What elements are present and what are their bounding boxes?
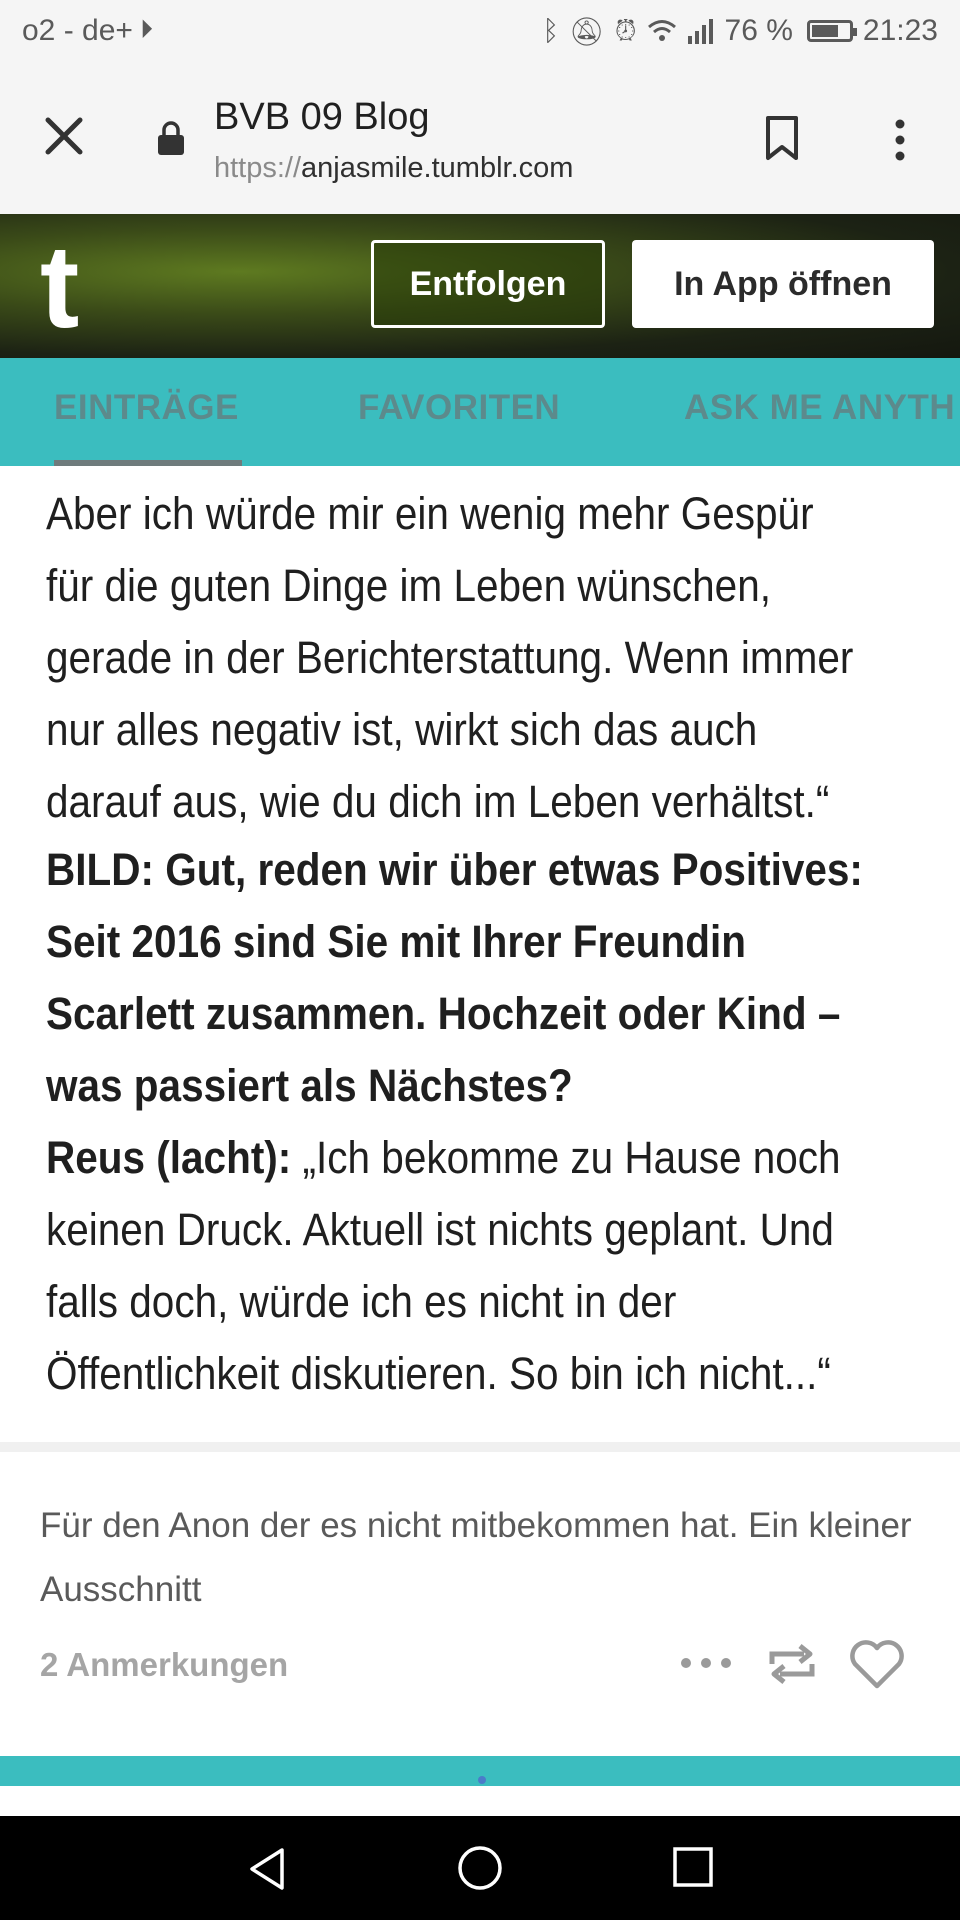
battery-fill — [812, 25, 838, 37]
signal-icon — [687, 18, 715, 44]
text-line: nur alles negativ ist, wirkt sich das auch — [46, 704, 758, 755]
tab-likes[interactable]: FAVORITEN — [358, 388, 561, 427]
browser-toolbar — [0, 66, 960, 215]
clock: 21:23 — [862, 14, 938, 47]
text-line: was passiert als Nächstes? — [46, 1060, 573, 1111]
system-nav-bar — [0, 1816, 960, 1920]
lock-icon — [156, 120, 186, 156]
heart-icon[interactable] — [848, 1638, 906, 1690]
url-field[interactable] — [214, 152, 573, 185]
wifi-icon — [647, 18, 677, 44]
article-paragraph-1 — [46, 478, 919, 838]
carrier-name: o2 - de+ — [22, 14, 133, 47]
unfollow-button[interactable]: Entfolgen — [371, 240, 605, 328]
page-title: BVB 09 Blog — [214, 96, 430, 138]
bluetooth-icon: ᛒ — [542, 15, 560, 46]
scroll-marker — [478, 1776, 486, 1784]
text-line: keinen Druck. Aktuell ist nichts geplant. Und — [46, 1204, 834, 1255]
text-line: Öffentlichkeit diskutieren. So bin ich nicht...“ — [46, 1348, 831, 1399]
answer-text: „Ich bekomme zu Hause noch — [291, 1132, 841, 1183]
status-bar — [0, 0, 960, 66]
url-host: anjasmile.tumblr.com — [301, 152, 574, 184]
next-post-body — [0, 1786, 960, 1816]
mute-icon: 🔕︎ — [569, 15, 605, 47]
text-line: für die guten Dinge im Leben wünschen, — [46, 560, 771, 611]
text-line: Seit 2016 sind Sie mit Ihrer Freundin — [46, 916, 746, 967]
text-line — [46, 1122, 919, 1194]
text-line: BILD: Gut, reden wir über etwas Positives: — [46, 844, 863, 895]
post-caption: Für den Anon der es nicht mitbekommen hat. Ein kleiner Ausschnitt — [40, 1506, 912, 1609]
blog-tabs — [0, 358, 960, 466]
tumblr-logo[interactable]: t — [40, 221, 80, 353]
tab-posts[interactable]: EINTRÄGE — [54, 388, 239, 427]
more-horiz-icon[interactable] — [680, 1656, 732, 1670]
notes-count[interactable]: 2 Anmerkungen — [40, 1646, 289, 1683]
text-line: Scarlett zusammen. Hochzeit oder Kind – — [46, 988, 841, 1039]
text-line: darauf aus, wie du dich im Leben verhältst.“ — [46, 776, 830, 827]
article-answer — [46, 1122, 919, 1410]
recents-icon[interactable] — [672, 1846, 714, 1888]
text-line: Aber ich würde mir ein wenig mehr Gespür — [46, 488, 814, 539]
next-post-header — [0, 1756, 960, 1786]
reblog-icon[interactable] — [764, 1638, 820, 1690]
tab-ask[interactable]: ASK ME ANYTH — [684, 388, 956, 427]
post-footer — [40, 1636, 920, 1696]
image-bottom-edge — [0, 1442, 960, 1452]
text-line: falls doch, würde ich es nicht in der — [46, 1276, 677, 1327]
home-icon[interactable] — [456, 1844, 504, 1892]
url-scheme: https:// — [214, 152, 302, 184]
battery-percent: 76 % — [724, 14, 793, 47]
status-icons — [542, 14, 938, 48]
open-in-app-button[interactable]: In App öffnen — [632, 240, 934, 328]
article-question — [46, 834, 919, 1122]
battery-icon — [807, 20, 853, 42]
post-image[interactable] — [0, 466, 960, 1452]
alarm-icon: ⏰︎ — [614, 14, 637, 46]
close-icon[interactable] — [40, 112, 88, 160]
blog-header — [0, 214, 960, 358]
data-saver-icon: ⏵ — [140, 14, 154, 44]
bookmark-icon[interactable] — [762, 114, 802, 162]
text-line: gerade in der Berichterstattung. Wenn immer — [46, 632, 854, 683]
back-icon[interactable] — [244, 1846, 290, 1892]
speaker-label: Reus (lacht): — [46, 1132, 292, 1183]
more-vert-icon[interactable] — [880, 116, 920, 164]
